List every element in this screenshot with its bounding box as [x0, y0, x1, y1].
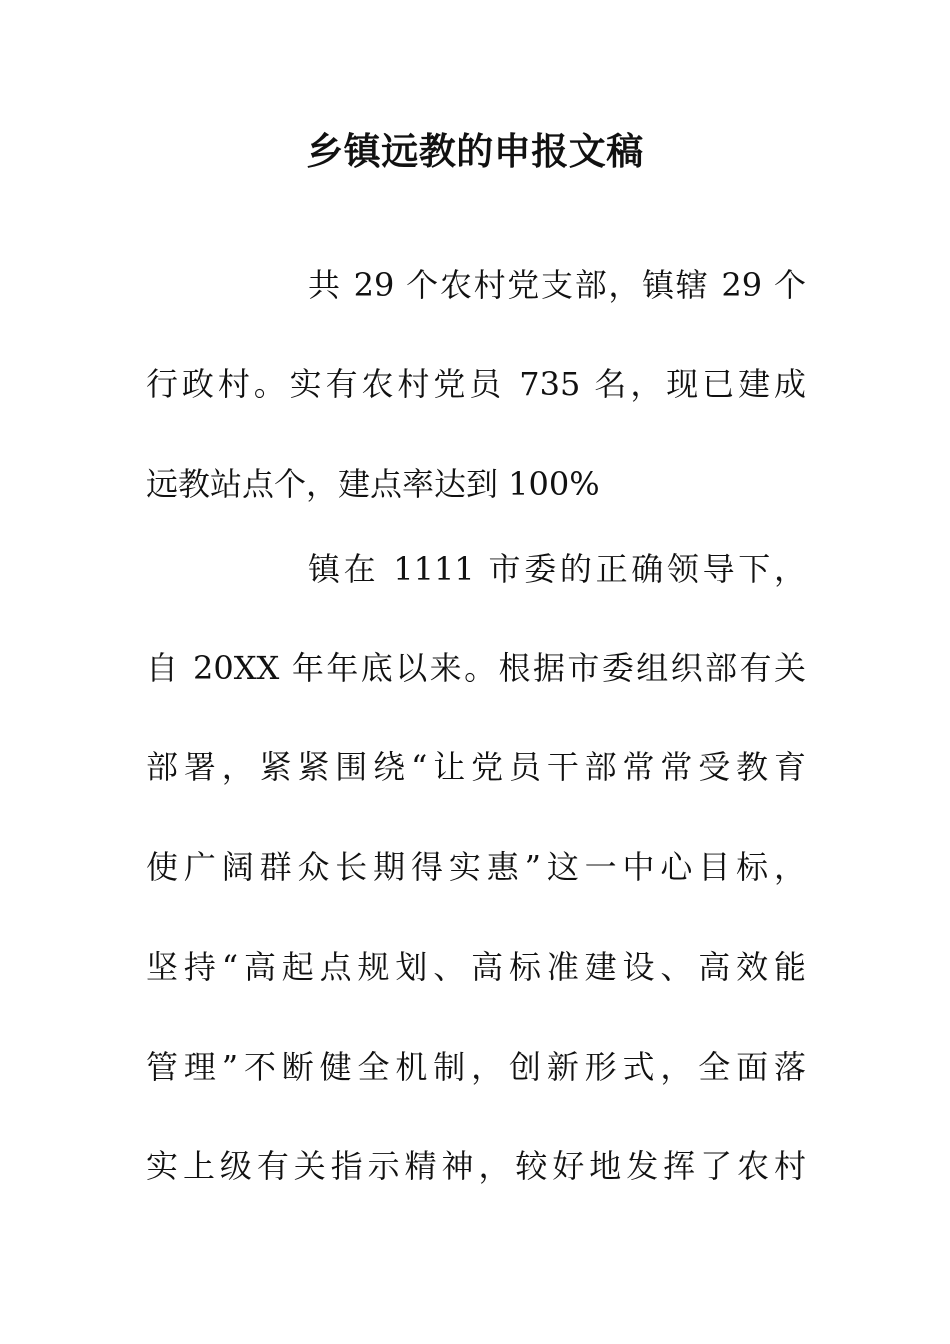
paragraph-2-line-3: 部署，紧紧围绕“让党员干部常常受教育 [146, 748, 806, 786]
paragraph-2-line-5: 坚持“高起点规划、高标准建设、高效能 [146, 948, 806, 986]
document-title: 乡镇远教的申报文稿 [306, 130, 644, 173]
paragraph-2-line-6: 管理”不断健全机制，创新形式，全面落 [146, 1048, 806, 1086]
paragraph-1-line-1: 共 29 个农村党支部，镇辖 29 个 [308, 266, 806, 304]
paragraph-1-line-3: 远教站点个，建点率达到 100% [146, 465, 600, 503]
paragraph-1-line-2: 行政村。实有农村党员 735 名，现已建成 [146, 365, 806, 403]
paragraph-2-line-4: 使广阔群众长期得实惠”这一中心目标， [146, 848, 806, 886]
paragraph-2-line-1: 镇在 1111 市委的正确领导下， [308, 550, 806, 588]
paragraph-2-line-7: 实上级有关指示精神，较好地发挥了农村 [146, 1147, 806, 1185]
paragraph-2-line-2: 自 20XX 年年底以来。根据市委组织部有关 [146, 649, 806, 687]
